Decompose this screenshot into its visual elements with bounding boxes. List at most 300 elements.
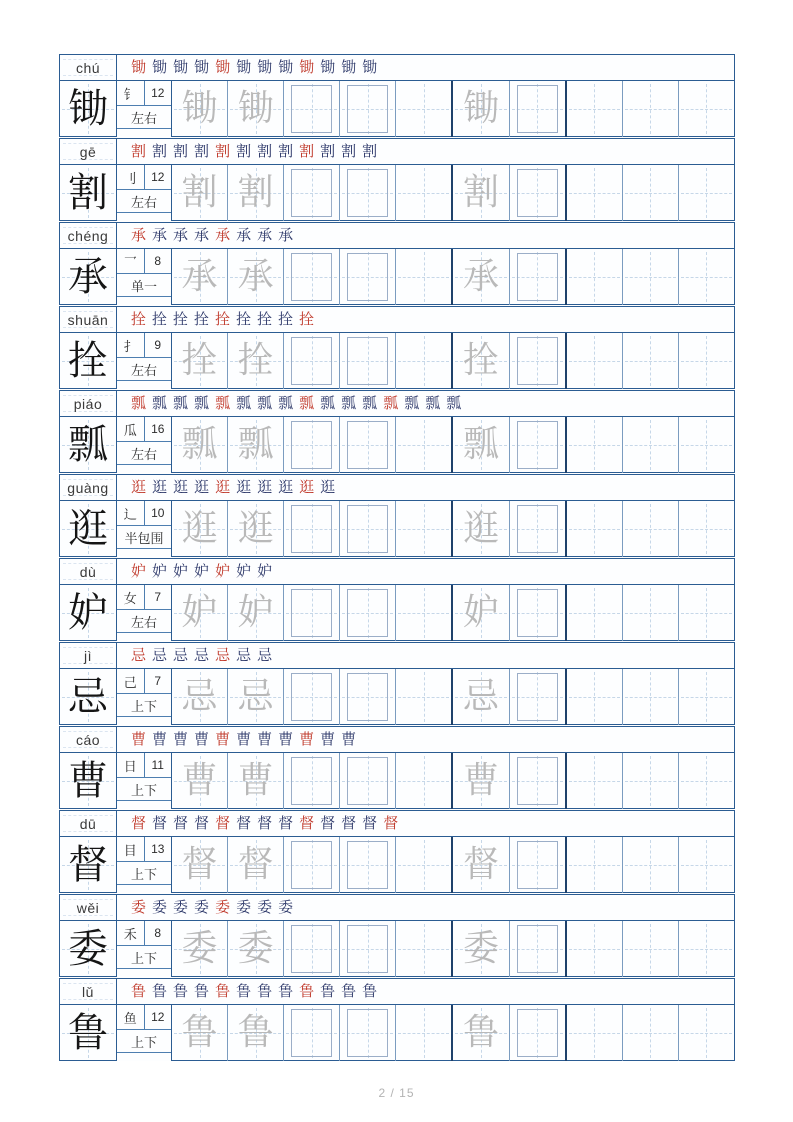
stroke-step: 督 [131, 814, 147, 832]
character-row [60, 921, 734, 977]
stroke-step: 忌 [257, 646, 273, 664]
blank-cell [395, 81, 451, 137]
blank-cell [395, 669, 451, 725]
pinyin-label: gē [79, 143, 97, 160]
radical-label: 瓜 [117, 417, 145, 441]
blank-cell [395, 249, 451, 305]
practice-square [347, 505, 388, 553]
stroke-step: 承 [131, 226, 147, 244]
trace-character-cell [451, 165, 508, 221]
trace-character-cell [227, 669, 283, 725]
practice-cells [172, 417, 734, 473]
stroke-step: 瓢 [383, 394, 399, 412]
pinyin-cell [60, 391, 117, 416]
practice-box-cell [509, 669, 567, 725]
blank-cell [567, 1005, 622, 1061]
practice-row [59, 390, 735, 473]
pinyin-row [60, 559, 734, 585]
stroke-step: 督 [257, 814, 273, 832]
character-row [60, 417, 734, 473]
stroke-step: 鲁 [152, 982, 168, 1000]
trace-character-cell [227, 1005, 283, 1061]
practice-box-cell [509, 333, 567, 389]
blank-cell [678, 501, 734, 557]
character-info [117, 81, 172, 137]
radical-label: 刂 [117, 165, 145, 189]
stroke-step: 妒 [257, 562, 273, 580]
model-character-cell [60, 333, 117, 389]
stroke-step: 割 [152, 142, 168, 160]
stroke-step: 逛 [278, 478, 294, 496]
trace-character-cell [451, 1005, 508, 1061]
stroke-step: 鲁 [173, 982, 189, 1000]
radical-label: 钅 [117, 81, 145, 105]
blank-cell [622, 165, 678, 221]
practice-row [59, 894, 735, 977]
practice-square [517, 589, 558, 637]
character-info [117, 753, 172, 809]
trace-character-cell [172, 417, 227, 473]
pinyin-row [60, 811, 734, 837]
blank-cell [567, 333, 622, 389]
model-character: 鲁 [68, 1010, 108, 1056]
stroke-step: 曹 [341, 730, 357, 748]
practice-box-cell [283, 249, 339, 305]
stroke-step: 瓢 [278, 394, 294, 412]
trace-character-cell [172, 333, 227, 389]
practice-square [347, 1009, 388, 1057]
structure-label: 上下 [117, 1030, 171, 1053]
character-info [117, 165, 172, 221]
trace-character-cell [451, 417, 508, 473]
stroke-count: 11 [151, 758, 164, 772]
structure-label: 左右 [117, 610, 171, 633]
practice-square [517, 841, 558, 889]
stroke-count: 9 [154, 338, 162, 352]
stroke-step: 委 [152, 898, 168, 916]
stroke-step: 承 [278, 226, 294, 244]
stroke-step: 委 [194, 898, 210, 916]
blank-cell [678, 249, 734, 305]
character-info [117, 921, 172, 977]
stroke-step: 瓢 [236, 394, 252, 412]
trace-character-cell [172, 669, 227, 725]
blank-cell [395, 753, 451, 809]
character-row [60, 333, 734, 389]
practice-box-cell [339, 333, 395, 389]
blank-cell [567, 165, 622, 221]
stroke-step: 鲁 [215, 982, 231, 1000]
practice-square [347, 589, 388, 637]
stroke-count: 12 [151, 170, 165, 184]
practice-box-cell [283, 501, 339, 557]
stroke-step: 割 [299, 142, 315, 160]
pinyin-row [60, 223, 734, 249]
stroke-count: 7 [154, 590, 162, 604]
practice-square [291, 253, 332, 301]
pinyin-row [60, 55, 734, 81]
stroke-step: 承 [152, 226, 168, 244]
stroke-step: 锄 [173, 58, 189, 76]
stroke-step: 瓢 [299, 394, 315, 412]
character-info [117, 333, 172, 389]
trace-character: 曹 [237, 760, 274, 801]
trace-character-cell [227, 417, 283, 473]
practice-square [347, 841, 388, 889]
practice-row [59, 138, 735, 221]
pinyin-label: lǔ [82, 983, 94, 1000]
stroke-order-sequence [117, 643, 734, 668]
stroke-step: 妒 [131, 562, 147, 580]
stroke-step: 督 [362, 814, 378, 832]
practice-box-cell [283, 417, 339, 473]
trace-character: 督 [181, 844, 218, 885]
blank-cell [622, 921, 678, 977]
stroke-step: 拴 [215, 310, 231, 328]
blank-cell [678, 921, 734, 977]
structure-label: 左右 [117, 358, 171, 381]
stroke-step: 拴 [257, 310, 273, 328]
model-character: 承 [68, 254, 108, 300]
stroke-order-sequence [117, 139, 734, 164]
blank-cell [567, 417, 622, 473]
trace-character: 锄 [463, 88, 500, 129]
stroke-step: 锄 [341, 58, 357, 76]
structure-label: 左右 [117, 442, 171, 465]
trace-character-cell [451, 669, 508, 725]
practice-square [291, 169, 332, 217]
trace-character: 督 [463, 844, 500, 885]
trace-character-cell [172, 249, 227, 305]
structure-label: 单一 [117, 274, 171, 297]
character-info-top [117, 585, 171, 610]
practice-square [517, 1009, 558, 1057]
radical-label: 辶 [117, 501, 145, 525]
trace-character-cell [451, 753, 508, 809]
stroke-step: 逛 [257, 478, 273, 496]
practice-box-cell [283, 921, 339, 977]
character-row [60, 249, 734, 305]
blank-cell [678, 81, 734, 137]
practice-box-cell [283, 81, 339, 137]
practice-square [517, 169, 558, 217]
pinyin-label: piáo [73, 395, 103, 412]
stroke-step: 妒 [152, 562, 168, 580]
stroke-step: 忌 [131, 646, 147, 664]
practice-row [59, 222, 735, 305]
practice-square [347, 253, 388, 301]
stroke-step: 拴 [152, 310, 168, 328]
stroke-step: 委 [236, 898, 252, 916]
character-info [117, 1005, 172, 1061]
stroke-step: 鲁 [257, 982, 273, 1000]
practice-row [59, 978, 735, 1061]
practice-square [347, 673, 388, 721]
practice-box-cell [339, 837, 395, 893]
practice-box-cell [283, 837, 339, 893]
trace-character-cell [172, 753, 227, 809]
stroke-step: 督 [341, 814, 357, 832]
stroke-step: 鲁 [299, 982, 315, 1000]
structure-label: 上下 [117, 778, 171, 801]
blank-cell [622, 417, 678, 473]
trace-character: 逛 [181, 508, 218, 549]
pinyin-cell [60, 727, 117, 752]
practice-square [291, 1009, 332, 1057]
practice-cells [172, 837, 734, 893]
pinyin-label: cáo [75, 731, 101, 748]
pinyin-cell [60, 139, 117, 164]
stroke-step: 忌 [236, 646, 252, 664]
practice-square [291, 505, 332, 553]
stroke-step: 逛 [194, 478, 210, 496]
stroke-count: 7 [154, 674, 162, 688]
blank-cell [567, 669, 622, 725]
stroke-step: 瓢 [425, 394, 441, 412]
stroke-step: 瓢 [404, 394, 420, 412]
model-character-cell [60, 501, 117, 557]
trace-character: 妒 [237, 592, 274, 633]
model-character-cell [60, 669, 117, 725]
practice-box-cell [509, 165, 567, 221]
pinyin-label: dū [79, 815, 97, 832]
stroke-step: 曹 [152, 730, 168, 748]
stroke-step: 忌 [152, 646, 168, 664]
practice-row [59, 474, 735, 557]
stroke-step: 承 [236, 226, 252, 244]
stroke-order-sequence [117, 55, 734, 80]
model-character: 委 [68, 926, 108, 972]
practice-cells [172, 165, 734, 221]
stroke-step: 割 [173, 142, 189, 160]
stroke-order-sequence [117, 811, 734, 836]
stroke-step: 割 [194, 142, 210, 160]
practice-square [347, 337, 388, 385]
pinyin-cell [60, 895, 117, 920]
model-character: 割 [68, 170, 108, 216]
stroke-step: 拴 [194, 310, 210, 328]
structure-label: 上下 [117, 862, 171, 885]
stroke-count: 12 [151, 86, 165, 100]
practice-box-cell [509, 837, 567, 893]
trace-character: 鲁 [237, 1012, 274, 1053]
pinyin-row [60, 391, 734, 417]
character-info-top [117, 417, 171, 442]
trace-character: 鲁 [181, 1012, 218, 1053]
stroke-count: 10 [151, 506, 165, 520]
stroke-step: 委 [215, 898, 231, 916]
practice-square [291, 757, 332, 805]
stroke-step: 忌 [215, 646, 231, 664]
stroke-step: 瓢 [194, 394, 210, 412]
practice-box-cell [339, 669, 395, 725]
blank-cell [567, 837, 622, 893]
trace-character-cell [451, 921, 508, 977]
model-character-cell [60, 249, 117, 305]
blank-cell [622, 1005, 678, 1061]
stroke-step: 拴 [299, 310, 315, 328]
stroke-step: 督 [278, 814, 294, 832]
pinyin-cell [60, 475, 117, 500]
radical-label: 女 [117, 585, 145, 609]
blank-cell [622, 753, 678, 809]
stroke-step: 瓢 [152, 394, 168, 412]
practice-row [59, 558, 735, 641]
character-info-top [117, 249, 171, 274]
model-character: 督 [68, 842, 108, 888]
blank-cell [567, 921, 622, 977]
model-character-cell [60, 1005, 117, 1061]
trace-character: 曹 [463, 760, 500, 801]
pinyin-row [60, 979, 734, 1005]
blank-cell [567, 753, 622, 809]
practice-box-cell [339, 753, 395, 809]
radical-label: 日 [117, 753, 145, 777]
practice-row [59, 810, 735, 893]
radical-label: 禾 [117, 921, 145, 945]
practice-square [517, 421, 558, 469]
blank-cell [678, 1005, 734, 1061]
practice-cells [172, 333, 734, 389]
model-character-cell [60, 165, 117, 221]
stroke-step: 割 [236, 142, 252, 160]
stroke-step: 鲁 [341, 982, 357, 1000]
stroke-step: 承 [194, 226, 210, 244]
stroke-step: 督 [194, 814, 210, 832]
character-row [60, 753, 734, 809]
trace-character-cell [451, 333, 508, 389]
practice-box-cell [509, 1005, 567, 1061]
practice-row [59, 306, 735, 389]
blank-cell [622, 249, 678, 305]
trace-character: 锄 [237, 88, 274, 129]
practice-row [59, 726, 735, 809]
stroke-step: 逛 [299, 478, 315, 496]
trace-character: 承 [181, 256, 218, 297]
trace-character-cell [227, 501, 283, 557]
practice-square [347, 757, 388, 805]
stroke-step: 锄 [320, 58, 336, 76]
practice-box-cell [283, 753, 339, 809]
trace-character: 拴 [463, 340, 500, 381]
blank-cell [395, 585, 451, 641]
trace-character: 承 [463, 256, 500, 297]
stroke-step: 曹 [320, 730, 336, 748]
stroke-step: 锄 [194, 58, 210, 76]
stroke-step: 拴 [236, 310, 252, 328]
trace-character-cell [227, 585, 283, 641]
structure-label: 上下 [117, 946, 171, 969]
stroke-step: 瓢 [257, 394, 273, 412]
stroke-step: 承 [173, 226, 189, 244]
stroke-order-sequence [117, 895, 734, 920]
trace-character-cell [451, 837, 508, 893]
trace-character-cell [172, 81, 227, 137]
practice-box-cell [509, 753, 567, 809]
stroke-count: 12 [151, 1010, 165, 1024]
practice-box-cell [509, 921, 567, 977]
character-info [117, 585, 172, 641]
stroke-step: 割 [257, 142, 273, 160]
stroke-order-sequence [117, 979, 734, 1004]
blank-cell [678, 165, 734, 221]
stroke-step: 锄 [257, 58, 273, 76]
stroke-count: 16 [151, 422, 165, 436]
stroke-step: 督 [383, 814, 399, 832]
character-row [60, 81, 734, 137]
stroke-step: 妒 [236, 562, 252, 580]
blank-cell [567, 501, 622, 557]
stroke-step: 逛 [320, 478, 336, 496]
stroke-step: 拴 [131, 310, 147, 328]
trace-character-cell [227, 249, 283, 305]
stroke-step: 委 [131, 898, 147, 916]
model-character: 曹 [68, 758, 108, 804]
stroke-step: 妒 [215, 562, 231, 580]
stroke-step: 割 [341, 142, 357, 160]
character-info-top [117, 165, 171, 190]
practice-square [347, 421, 388, 469]
stroke-step: 鲁 [362, 982, 378, 1000]
page-number: 2 / 15 [378, 1086, 415, 1100]
trace-character-cell [451, 585, 508, 641]
model-character-cell [60, 837, 117, 893]
structure-label: 左右 [117, 190, 171, 213]
practice-box-cell [283, 585, 339, 641]
practice-square [517, 925, 558, 973]
trace-character: 委 [181, 928, 218, 969]
pinyin-row [60, 139, 734, 165]
stroke-step: 锄 [278, 58, 294, 76]
stroke-step: 委 [278, 898, 294, 916]
stroke-step: 督 [299, 814, 315, 832]
character-row [60, 165, 734, 221]
blank-cell [622, 81, 678, 137]
stroke-step: 锄 [299, 58, 315, 76]
practice-square [347, 169, 388, 217]
model-character-cell [60, 417, 117, 473]
blank-cell [395, 165, 451, 221]
stroke-step: 瓢 [131, 394, 147, 412]
trace-character: 割 [237, 172, 274, 213]
stroke-step: 鲁 [194, 982, 210, 1000]
stroke-step: 瓢 [446, 394, 462, 412]
practice-square [517, 757, 558, 805]
blank-cell [678, 585, 734, 641]
character-info [117, 417, 172, 473]
trace-character: 逛 [463, 508, 500, 549]
stroke-step: 曹 [257, 730, 273, 748]
practice-box-cell [339, 249, 395, 305]
model-character-cell [60, 753, 117, 809]
practice-square [517, 505, 558, 553]
trace-character: 瓢 [181, 424, 218, 465]
character-info [117, 669, 172, 725]
model-character-cell [60, 585, 117, 641]
stroke-step: 割 [215, 142, 231, 160]
blank-cell [567, 81, 622, 137]
practice-box-cell [509, 81, 567, 137]
blank-cell [395, 1005, 451, 1061]
practice-square [291, 841, 332, 889]
practice-box-cell [509, 585, 567, 641]
pinyin-label: chú [75, 59, 101, 76]
stroke-order-sequence [117, 559, 734, 584]
stroke-step: 曹 [299, 730, 315, 748]
pinyin-row [60, 643, 734, 669]
pinyin-row [60, 307, 734, 333]
radical-label: 己 [117, 669, 145, 693]
